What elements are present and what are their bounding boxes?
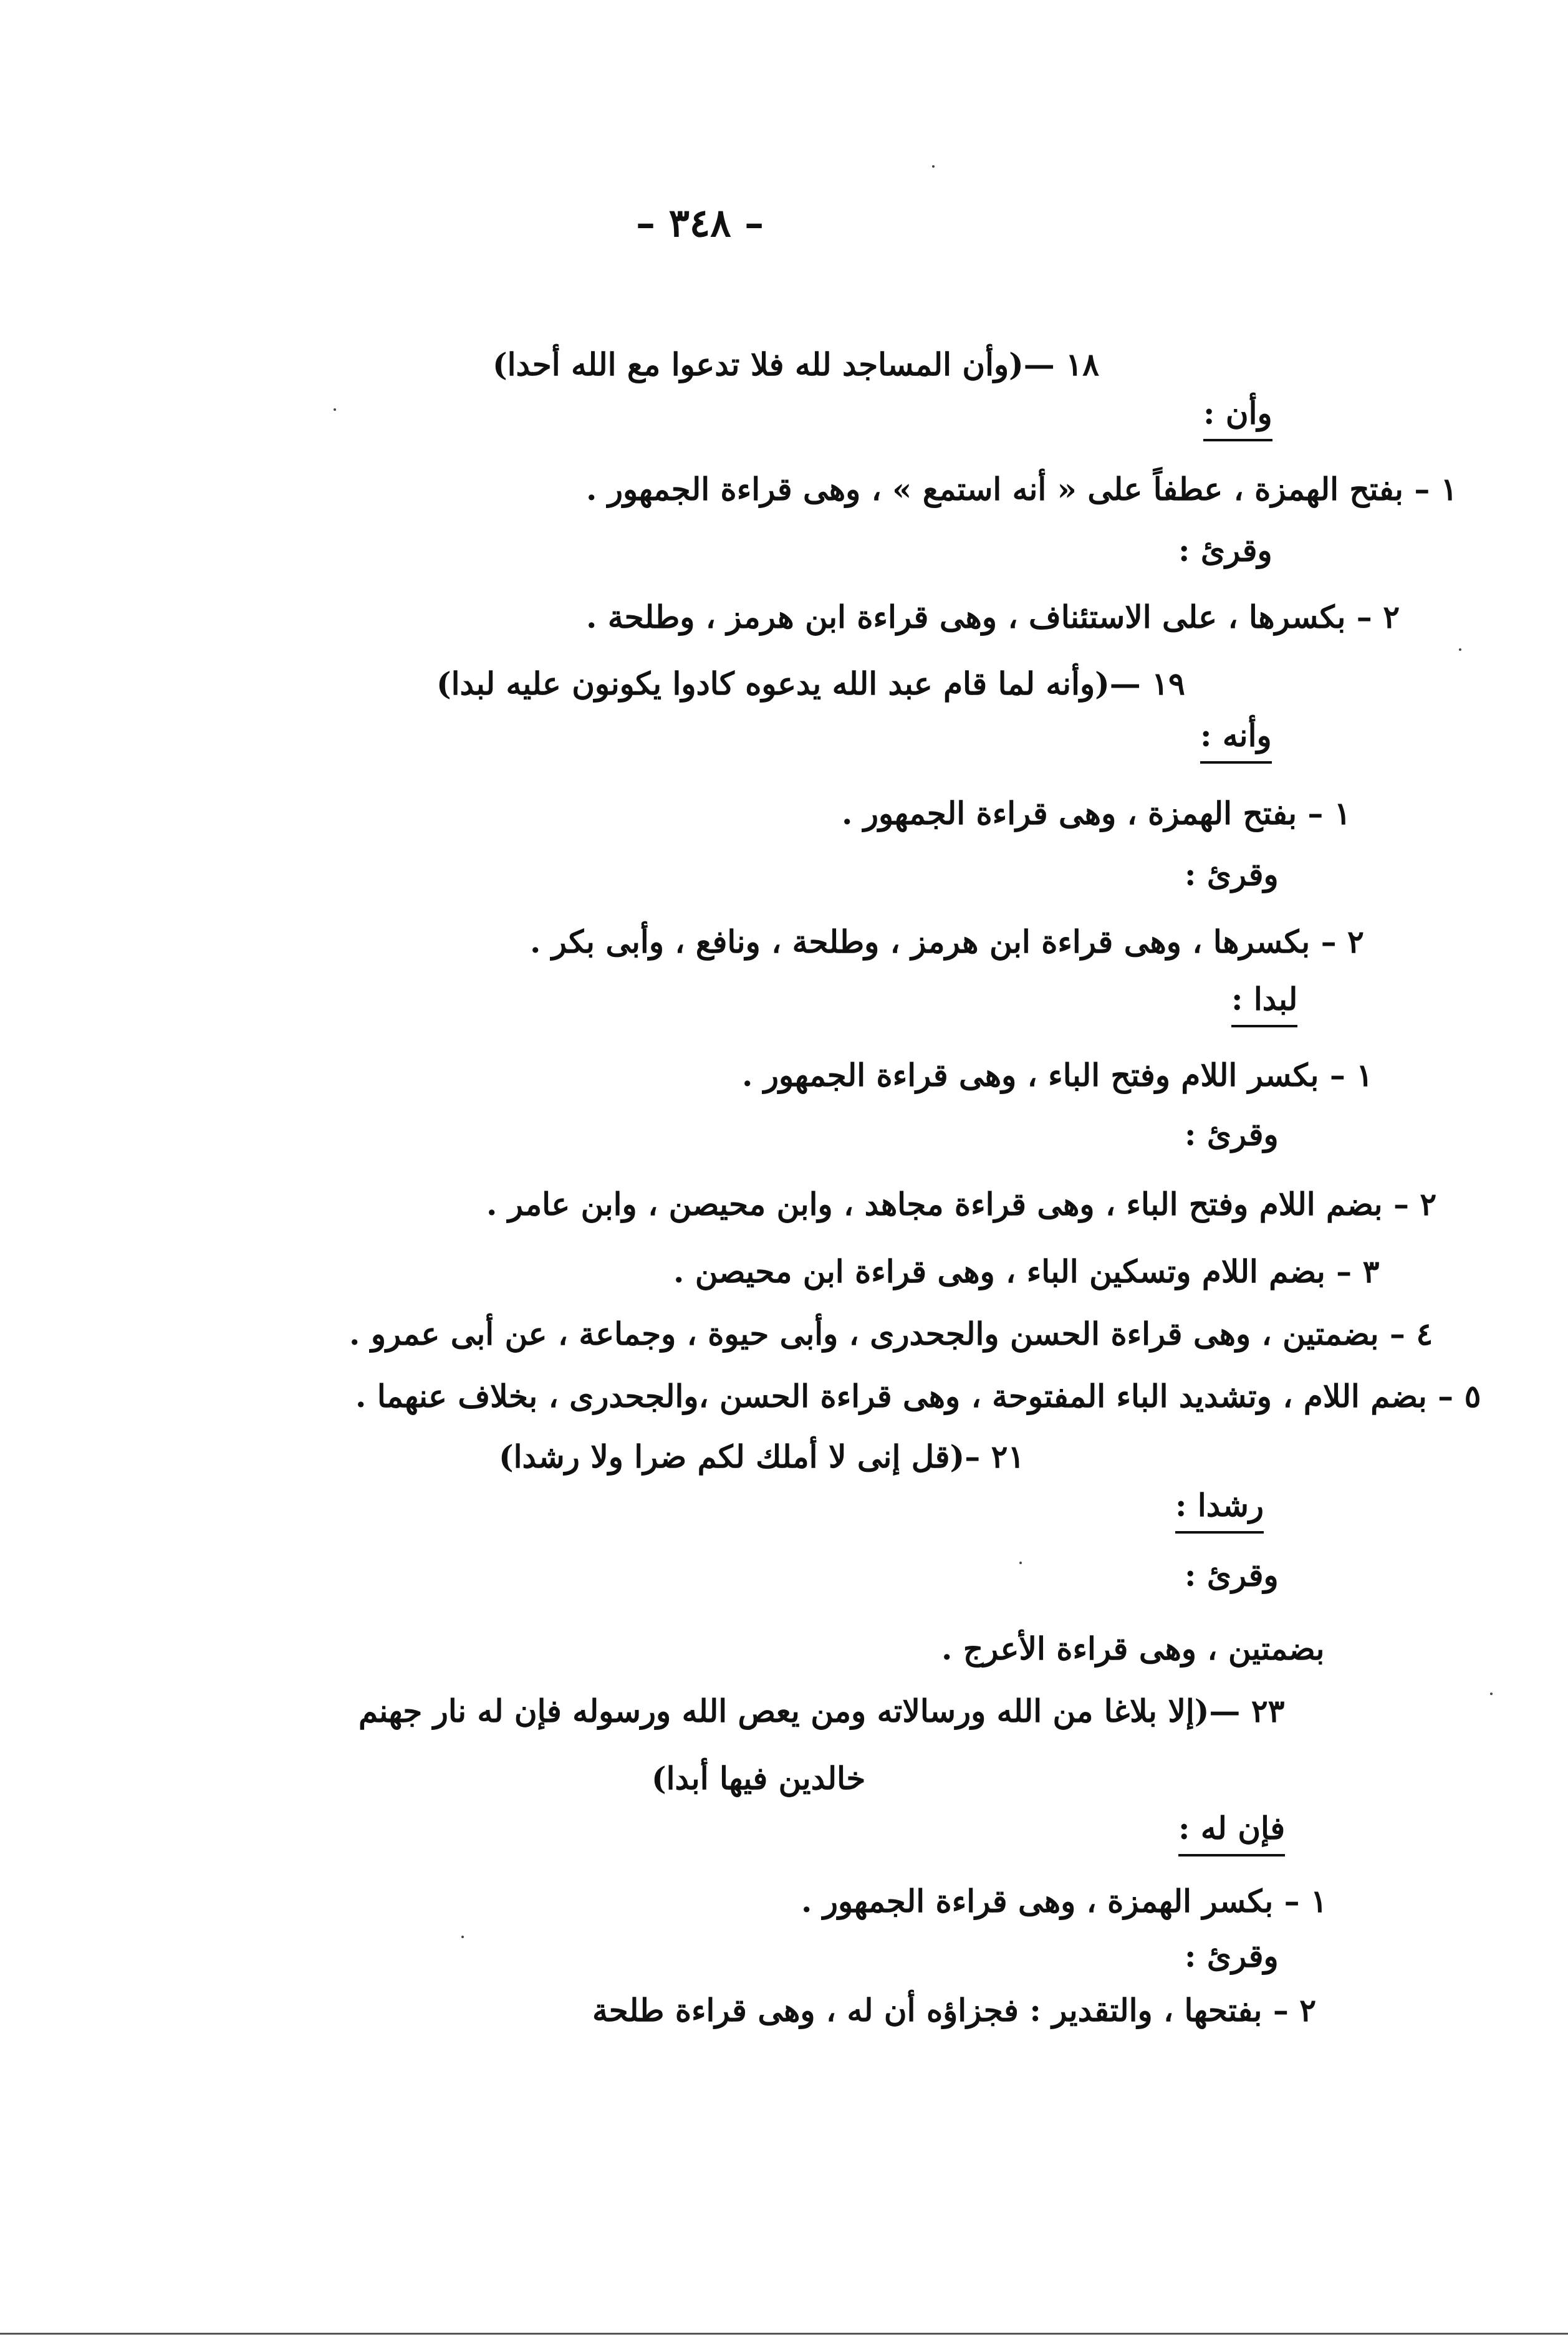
quri-label: وقرئ : [1185, 1557, 1279, 1593]
page-bottom-edge [0, 2333, 1568, 2335]
reading-line: ٢ – بكسرها ، على الاستئناف ، وهى قراءة ابن هرمز ، وطلحة . [586, 598, 1400, 635]
heading-wa-annahu: وأنه : [1200, 714, 1272, 764]
quri-label: وقرئ : [1185, 1938, 1279, 1974]
reading-line: ٥ – بضم اللام ، وتشديد الباء المفتوحة ، وهى قراءة الحسن ،والجحدرى ، بخلاف عنهما . [355, 1378, 1481, 1414]
quri-label: وقرئ : [1178, 532, 1272, 569]
scan-speck [461, 1936, 464, 1938]
reading-line: ٤ – بضمتين ، وهى قراءة الحسن والجحدرى ، وأبى حيوة ، وجماعة ، عن أبى عمرو . [349, 1315, 1433, 1352]
quri-label: وقرئ : [1185, 1116, 1279, 1153]
reading-line: ١ – بكسر الهمزة ، وهى قراءة الجمهور . [801, 1883, 1327, 1919]
heading-rashadan: رشدا : [1175, 1484, 1264, 1534]
verse-21: ٢١ –(قل إنى لا أملك لكم ضرا ولا رشدا) [499, 1438, 1025, 1475]
scan-speck [334, 408, 336, 411]
reading-line: بضمتين ، وهى قراءة الأعرج . [941, 1630, 1325, 1667]
reading-line: ١ – بفتح الهمزة ، وهى قراءة الجمهور . [842, 795, 1351, 832]
reading-line: ١ – بكسر اللام وفتح الباء ، وهى قراءة الجمهور . [742, 1057, 1373, 1093]
quri-label: وقرئ : [1185, 856, 1279, 893]
verse-23-continued: خالدين فيها أبدا) [652, 1760, 866, 1797]
heading-libadan: لبدا : [1231, 977, 1297, 1027]
scan-speck [1019, 1562, 1022, 1564]
reading-line: ٣ – بضم اللام وتسكين الباء ، وهى قراءة ابن محيصن . [673, 1253, 1380, 1290]
page-number: – ٣٤٨ – [636, 200, 764, 246]
verse-19: ١٩ —(وأنه لما قام عبد الله يدعوه كادوا يكونون عليه لبدا) [436, 665, 1185, 702]
reading-line: ٢ – بكسرها ، وهى قراءة ابن هرمز ، وطلحة ، ونافع ، وأبى بكر . [530, 923, 1364, 960]
verse-23: ٢٣ —(إلا بلاغا من الله ورسالاته ومن يعص الله ورسوله فإن له نار جهنم [358, 1693, 1285, 1729]
reading-line: ٢ – بضم اللام وفتح الباء ، وهى قراءة مجاهد ، وابن محيصن ، وابن عامر . [486, 1186, 1437, 1222]
heading-wa-an: وأن : [1203, 391, 1272, 441]
reading-line: ١ – بفتح الهمزة ، عطفاً على « أنه استمع » ، وهى قراءة الجمهور . [586, 471, 1458, 507]
verse-18: ١٨ —(وأن المساجد لله فلا تدعوا مع الله أحدا) [493, 346, 1099, 383]
scan-speck [1459, 648, 1461, 651]
reading-line: ٢ – بفتحها ، والتقدير : فجزاؤه أن له ، وهى قراءة طلحة [592, 1992, 1317, 2029]
scan-speck [932, 165, 935, 168]
heading-fa-inna-lahu: فإن له : [1178, 1807, 1285, 1856]
scan-speck [1490, 1693, 1493, 1695]
